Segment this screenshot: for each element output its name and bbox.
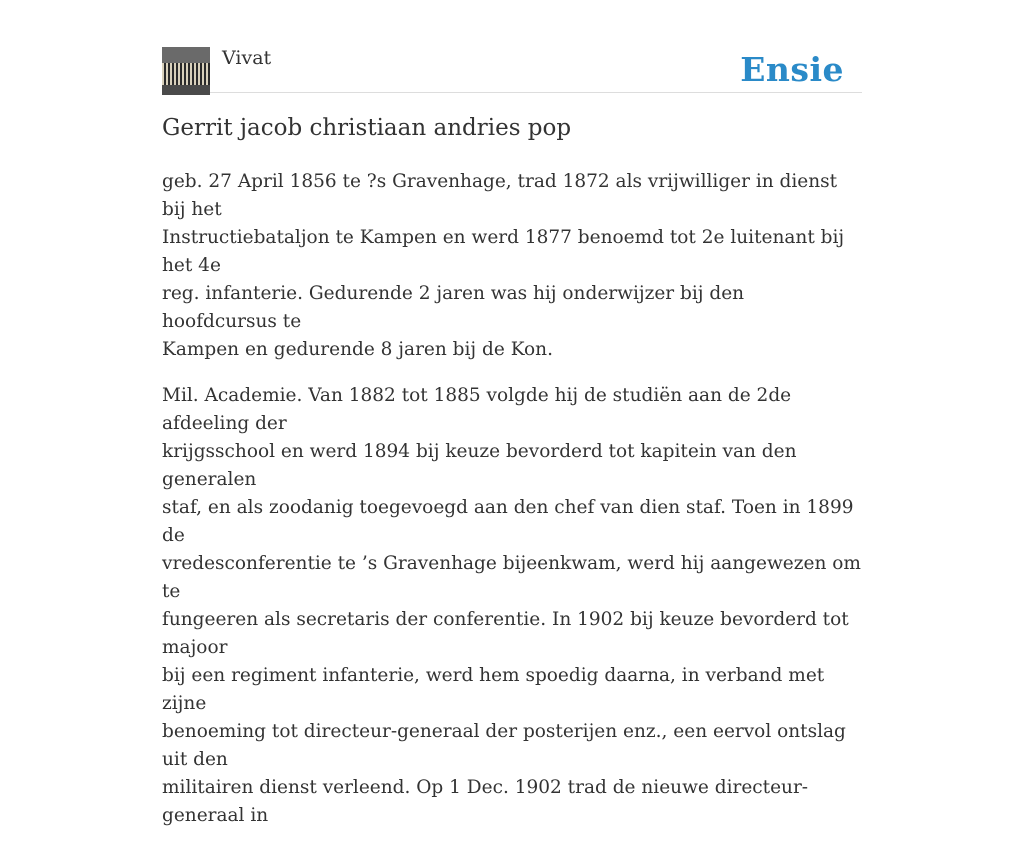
article-body — [162, 168, 862, 848]
author-avatar[interactable] — [162, 47, 210, 95]
article-title: Gerrit jacob christiaan andries pop — [162, 115, 572, 141]
ensie-logo[interactable]: Ensie — [740, 50, 844, 89]
avatar-top — [162, 47, 210, 63]
bookshelf-avatar-icon — [162, 63, 210, 85]
paragraph: geb. 27 April 1856 te ?s Gravenhage, trad 1872 als vrijwilliger in dienst bij het Instructiebataljon te Kampen en werd 1877 benoemd tot 2e luitenant bij het 4e reg. infanterie. Gedurende 2 jaren was hij onderwijzer bij den hoofdcursus te Kampen en gedurende 8 jaren bij de Kon. — [162, 171, 845, 360]
page-container — [162, 0, 862, 826]
author-name[interactable]: Vivat — [222, 47, 272, 69]
header — [162, 0, 862, 93]
paragraph: Mil. Academie. Van 1882 tot 1885 volgde hij de studiën aan de 2de afdeeling der krijgsschool en werd 1894 bij keuze bevorderd tot kapitein van den generalen staf, en als zoodanig toegevoegd aan den chef van dien staf. Toen in 1899 de vredesconferentie te ’s Gravenhage bijeenkwam, werd hij aangewezen om te fungeeren als secretaris der conferentie. In 1902 bij keuze bevorderd tot majoor bij een regiment infanterie, werd hem spoedig daarna, in verband met zijne benoeming tot directeur-generaal der posterijen enz., een eervol ontslag uit den militairen dienst verleend. Op 1 Dec. 1902 trad de nieuwe directeur-generaal in — [162, 385, 861, 826]
avatar-bottom — [162, 85, 210, 95]
